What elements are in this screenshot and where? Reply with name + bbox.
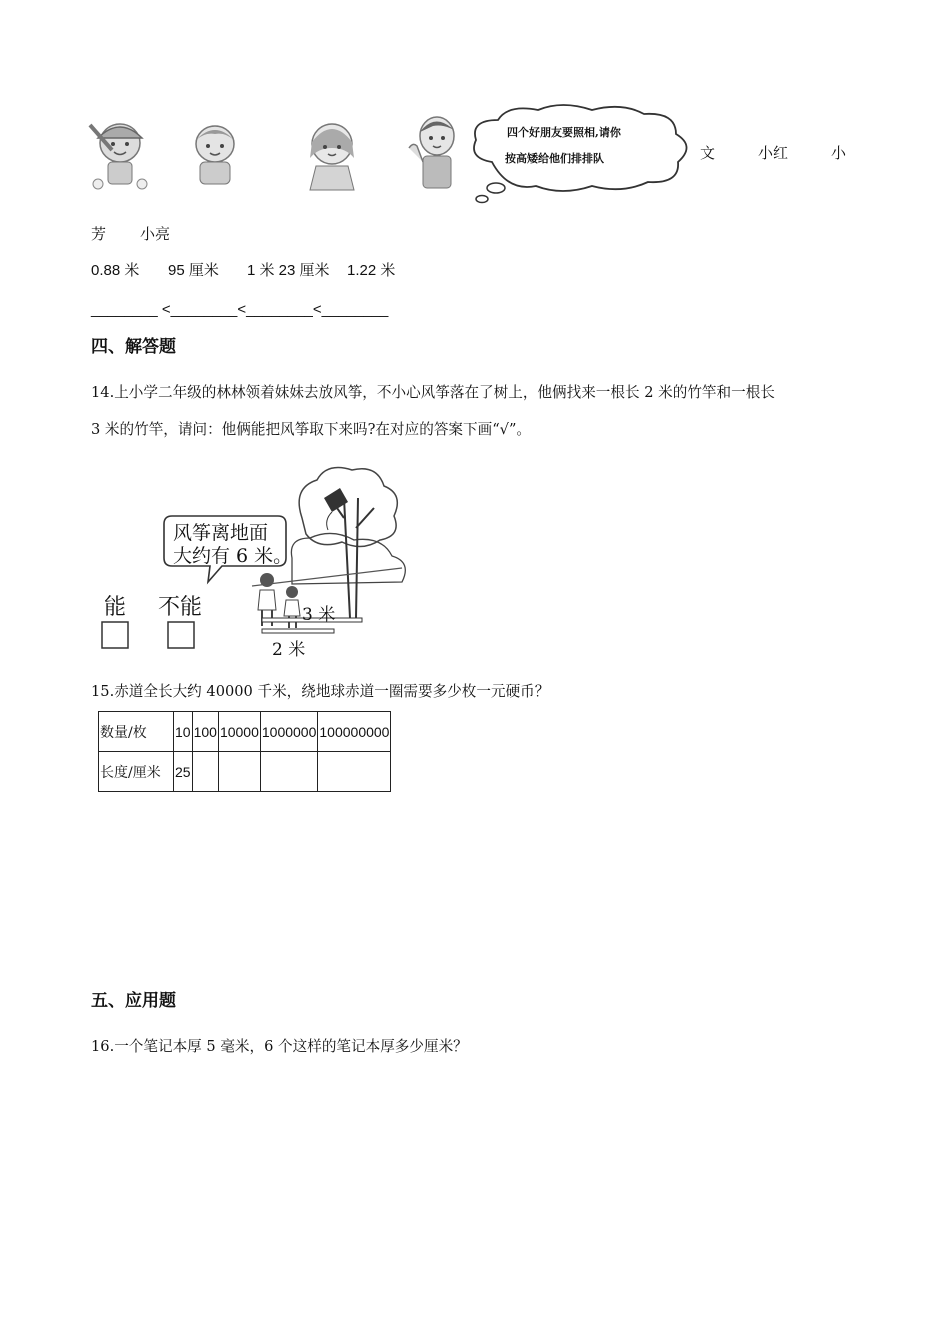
table-cell: 数量/枚 [99, 712, 174, 752]
height-3: 1 米 23 厘米 [247, 262, 330, 279]
pole-2m-label: 2 米 [272, 640, 306, 660]
q14-line-1: 14.上小学二年级的林林领着妹妹去放风筝，不小心风筝落在了树上，他俩找来一根长 2 米的竹竿和一根长 [91, 384, 775, 401]
q14-line-2: 3 米的竹竿，请问：他俩能把风筝取下来吗?在对应的答案下画“√”。 [91, 421, 532, 438]
q15-text: 15.赤道全长大约 40000 千米，绕地球赤道一圈需要多少枚一元硬币？ [91, 683, 550, 700]
table-row [99, 752, 391, 792]
pole-3m-label: 3 米 [302, 605, 336, 625]
coin-table [98, 711, 391, 792]
option-no-label: 不能 [158, 595, 203, 620]
boy-waving-icon [405, 112, 465, 192]
section-4-title: 四、解答题 [91, 337, 176, 357]
option-yes-label: 能 [104, 595, 127, 620]
section-5-title: 五、应用题 [91, 991, 176, 1011]
height-2: 95 厘米 [168, 262, 219, 279]
table-cell: 1000000 [260, 712, 318, 752]
table-row [99, 712, 391, 752]
name-fang-fragment: 芳 [91, 225, 107, 243]
answer-box-yes[interactable] [102, 622, 128, 648]
table-cell[interactable] [318, 752, 391, 792]
boy-with-bat-icon [80, 110, 160, 195]
name-wen-fragment: 文 [700, 144, 716, 162]
bubble-line-2: 按高矮给他们排排队 [505, 152, 604, 165]
bubble-line-1: 四个好朋友要照相,请你 [507, 126, 621, 139]
height-1: 0.88 米 [91, 262, 140, 279]
table-cell: 长度/厘米 [99, 752, 174, 792]
name-xiao-fragment: 小 [831, 144, 847, 162]
table-cell: 25 [174, 752, 193, 792]
compare-blanks[interactable]: ________ <________<________<________ [91, 301, 389, 318]
table-cell[interactable] [218, 752, 260, 792]
table-cell[interactable] [192, 752, 218, 792]
q16-text: 16.一个笔记本厚 5 毫米，6 个这样的笔记本厚多少厘米？ [91, 1038, 468, 1055]
speech-line-1: 风筝离地面 [173, 522, 269, 544]
height-4: 1.22 米 [347, 262, 396, 279]
name-xiaoliang: 小亮 [140, 225, 171, 243]
speech-line-2: 大约有 6 米。 [173, 545, 293, 567]
girl-icon [300, 118, 365, 193]
kids-illustration [80, 110, 460, 200]
name-xiaohong: 小红 [758, 144, 789, 162]
table-cell: 100 [192, 712, 218, 752]
table-cell: 100000000 [318, 712, 391, 752]
boy-icon [185, 120, 245, 190]
answer-box-no[interactable] [168, 622, 194, 648]
table-cell: 10 [174, 712, 193, 752]
table-cell: 10000 [218, 712, 260, 752]
table-cell[interactable] [260, 752, 318, 792]
